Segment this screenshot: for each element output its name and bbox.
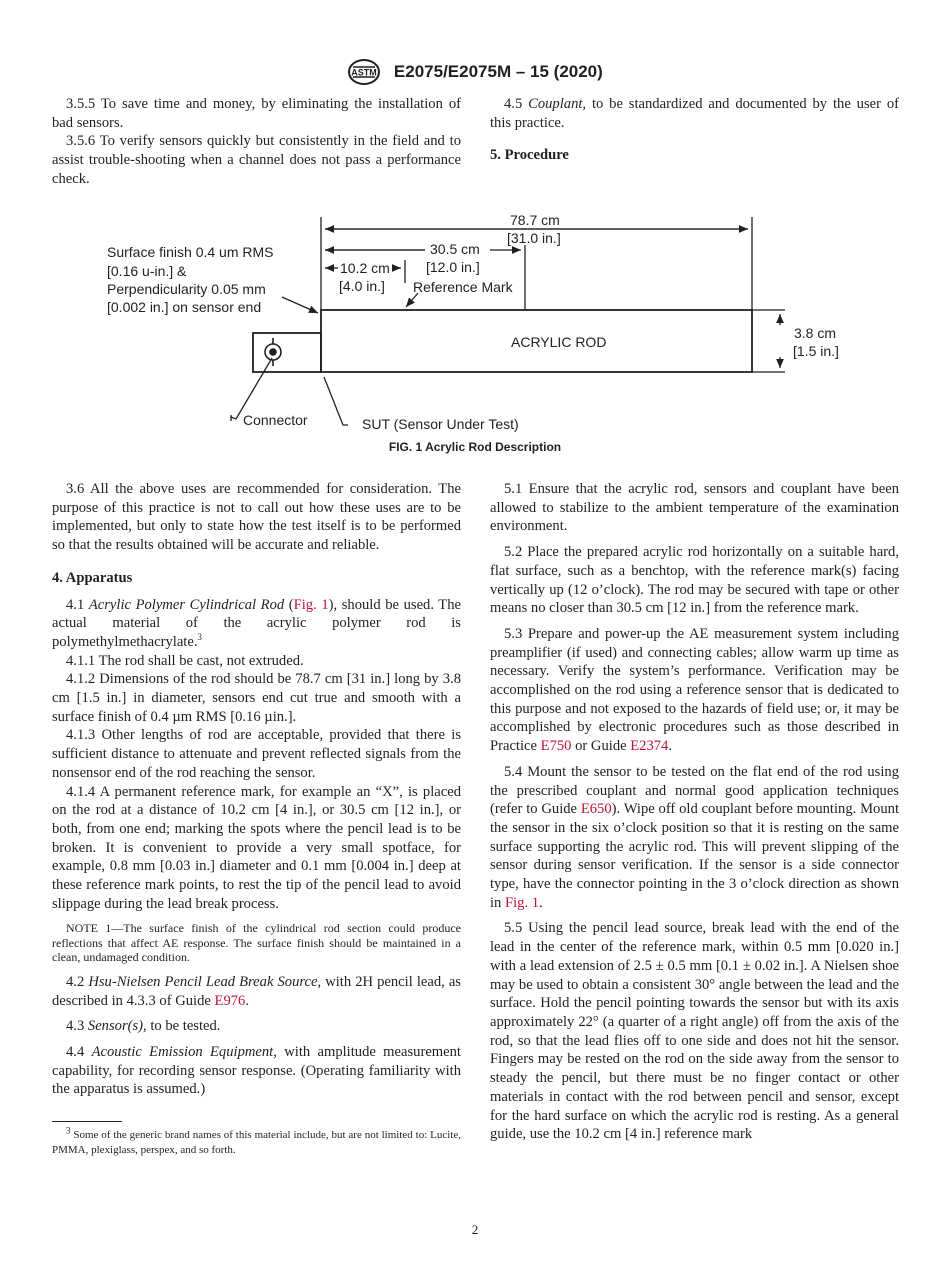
footnote-divider: [52, 1121, 122, 1122]
footnote-3: $^3$ Some of the generic brand names of this material include, but are not limited to: Lucite, PMMA, plexiglass, perspex, and so forth.: [52, 1125, 461, 1156]
dim-total-label-in: [31.0 in.]: [507, 230, 561, 246]
note-1: NOTE 1—The surface finish of the cylindrical rod section could produce reflections that affect AE response. The surface finish should be maintained in a clean, undamaged condition.: [52, 921, 461, 965]
e976-link[interactable]: E976: [214, 992, 246, 1009]
astm-logo-icon: [347, 58, 381, 86]
dia-label-in: [1.5 in.]: [793, 343, 839, 359]
paragraph-3-6: 3.6 All the above uses are recommended for consideration. The purpose of this practice is not to call out how these uses are to be implemented, but only to state how the test itself is to be performed so that the results obtained will be accurate and reliable.: [52, 481, 461, 554]
e650-link[interactable]: E650: [580, 801, 612, 818]
dim-305-label-in: [12.0 in.]: [426, 259, 480, 275]
designation: E2075/E2075M – 15 (2020): [393, 62, 603, 81]
left-column: [52, 480, 461, 1157]
paragraph-5-5: 5.5 Using the pencil lead source, break lead with the end of the lead in the center of the reference mark, within 0.5 mm [0.020 in.] with a lead extension of 2.5 ± 0.5 mm [0.1 ± 0.02 in.]. A Nielsen shoe may be used to obtain a consistent 30° angle between the lead and the surface. Hold the pencil pointing towards the sensor but with its axis approximately 22° (a quarter of a right angle) off from the axis of the rod, so that the lead flies off to one side and does not hit the sensor. Fingers may be rested on the rod on the side away from the sensor to steady the pencil, but there must be no finger contact or other materials in contact with the rod between pencil and sensor, except for the hard surface on which the acrylic rod is resting. As a general guide, use the 10.2 cm [4 in.] reference mark: [490, 920, 899, 1143]
figure-caption: FIG. 1 Acrylic Rod Description: [388, 440, 562, 454]
dim-102-label: 10.2 cm: [340, 260, 390, 276]
e2374-link[interactable]: E2374: [630, 738, 669, 755]
dia-label: 3.8 cm: [794, 325, 837, 341]
label-surface-4: [0.002 in.] on sensor end: [107, 299, 262, 315]
paragraph-3-5-5: 3.5.5 To save time and money, by eliminating the installation of bad sensors.: [52, 96, 461, 131]
paragraph-5-2: 5.2 Place the prepared acrylic rod horizontally on a suitable hard, flat surface, such as a benchtop, with the reference mark(s) facing vertically up (12 o’clock). The rod may be secured with tape or other means no closer than 30.5 cm [12 in.] from the reference mark.: [490, 544, 899, 617]
paragraph-4-1-4: 4.1.4 A permanent reference mark, for example an “X”, is placed on the rod at a distance of 10.2 cm [4 in.], or 30.5 cm [12 in.], or both, from one end; marking the spots where the pencil lead is to be broken. It is convenient to provide a very small spotface, for example, 0.8 mm [0.03 in.] diameter and 0.1 mm [0.004 in.] deep at these reference mark points, to rest the tip of the pencil lead to avoid slippage during the lead break process.: [52, 783, 461, 912]
top-right-column: [490, 95, 899, 173]
sensor-box: [253, 333, 321, 372]
connector-label: Connector: [243, 412, 308, 428]
paragraph-4-1-1: 4.1.1 The rod shall be cast, not extruded.: [66, 652, 304, 669]
fig-1-link-2[interactable]: Fig. 1: [505, 894, 540, 911]
paragraph-4-3: 4.3 Sensor(s), to be tested.: [66, 1018, 221, 1035]
reference-mark-label: Reference Mark: [413, 279, 513, 295]
heading-apparatus: 4. Apparatus: [52, 569, 133, 586]
page-number: 2: [471, 1222, 479, 1237]
paragraph-4-1: 4.1 Acrylic Polymer Cylindrical Rod (Fig. 1), should be used. The actual material of the acrylic polymer rod is polymethylmethacrylate.$^3$: [52, 596, 461, 650]
label-surface-2: [0.16 u-in.] &: [107, 263, 187, 279]
paragraph-4-5: 4.5 Couplant, to be standardized and documented by the user of this practice.: [490, 96, 899, 131]
paragraph-4-1-2: 4.1.2 Dimensions of the rod should be 78.7 cm [31 in.] long by 3.8 cm [1.5 in.] in diameter, sensors end cut true and smooth with a surface finish of 0.4 µm RMS [0.16 µin.].: [52, 671, 461, 725]
fig-1-link[interactable]: Fig. 1: [293, 596, 329, 613]
paragraph-5-4: 5.4 Mount the sensor to be tested on the flat end of the rod using the prescribed couplant and normal good application techniques (refer to Guide E650). Wipe off old couplant before mounting. Mount the sensor in the six o’clock position so that it is resting on the same surface supporting the acrylic rod. This will prevent slipping of the sensor during sensor verification. If the sensor is a side connector type, have the connector pointing in the 3 o’clock direction as shown in Fig. 1.: [490, 763, 899, 911]
top-left-column: [52, 95, 461, 189]
rod-label: ACRYLIC ROD: [511, 334, 607, 350]
sut-label: SUT (Sensor Under Test): [362, 416, 519, 432]
right-column: [490, 480, 899, 1144]
paragraph-4-2: 4.2 Hsu-Nielsen Pencil Lead Break Source, with 2H pencil lead, as described in 4.3.3 of Guide E976.: [52, 973, 461, 1009]
paragraph-3-5-6: 3.5.6 To verify sensors quickly but consistently in the field and to assist trouble-shooting when a channel does not pass a performance check.: [52, 133, 461, 187]
dim-102-label-in: [4.0 in.]: [339, 278, 385, 294]
label-surface-1: Surface finish 0.4 um RMS: [107, 244, 274, 260]
paragraph-5-1: 5.1 Ensure that the acrylic rod, sensors and couplant have been allowed to stabilize to the ambient temperature of the examination environment.: [490, 481, 899, 535]
dim-total-label: 78.7 cm: [510, 212, 560, 228]
paragraph-4-1-3: 4.1.3 Other lengths of rod are acceptable, provided that there is sufficient distance to attenuate and prevent reflected signals from the nonsensor end of the rod reaching the sensor.: [52, 727, 461, 781]
footnote-ref[interactable]: 3: [197, 632, 202, 643]
label-surface-3: Perpendicularity 0.05 mm: [107, 281, 266, 297]
paragraph-4-4: 4.4 Acoustic Emission Equipment, with amplitude measurement capability, for recording sensor response. (Operating familiarity with the apparatus is assumed.): [52, 1044, 461, 1098]
e750-link[interactable]: E750: [540, 738, 572, 755]
dim-305-label: 30.5 cm: [430, 241, 480, 257]
svg-text:ASTM: ASTM: [351, 67, 377, 78]
paragraph-5-3: 5.3 Prepare and power-up the AE measurement system including preamplifier (if used) and connecting cables; allow warm up time as necessary. Verify the system’s performance. Verification may be accomplished on the rod using a reference sensor that is dedicated to this purpose and not exposed to the hazards of field use; or, it may be accomplished by electronic procedures such as those described in Practice E750 or Guide E2374.: [490, 625, 899, 755]
connector-icon: [265, 338, 281, 366]
acrylic-rod-figure: [0, 205, 950, 463]
document-header: [0, 58, 950, 86]
heading-procedure: 5. Procedure: [490, 147, 569, 164]
